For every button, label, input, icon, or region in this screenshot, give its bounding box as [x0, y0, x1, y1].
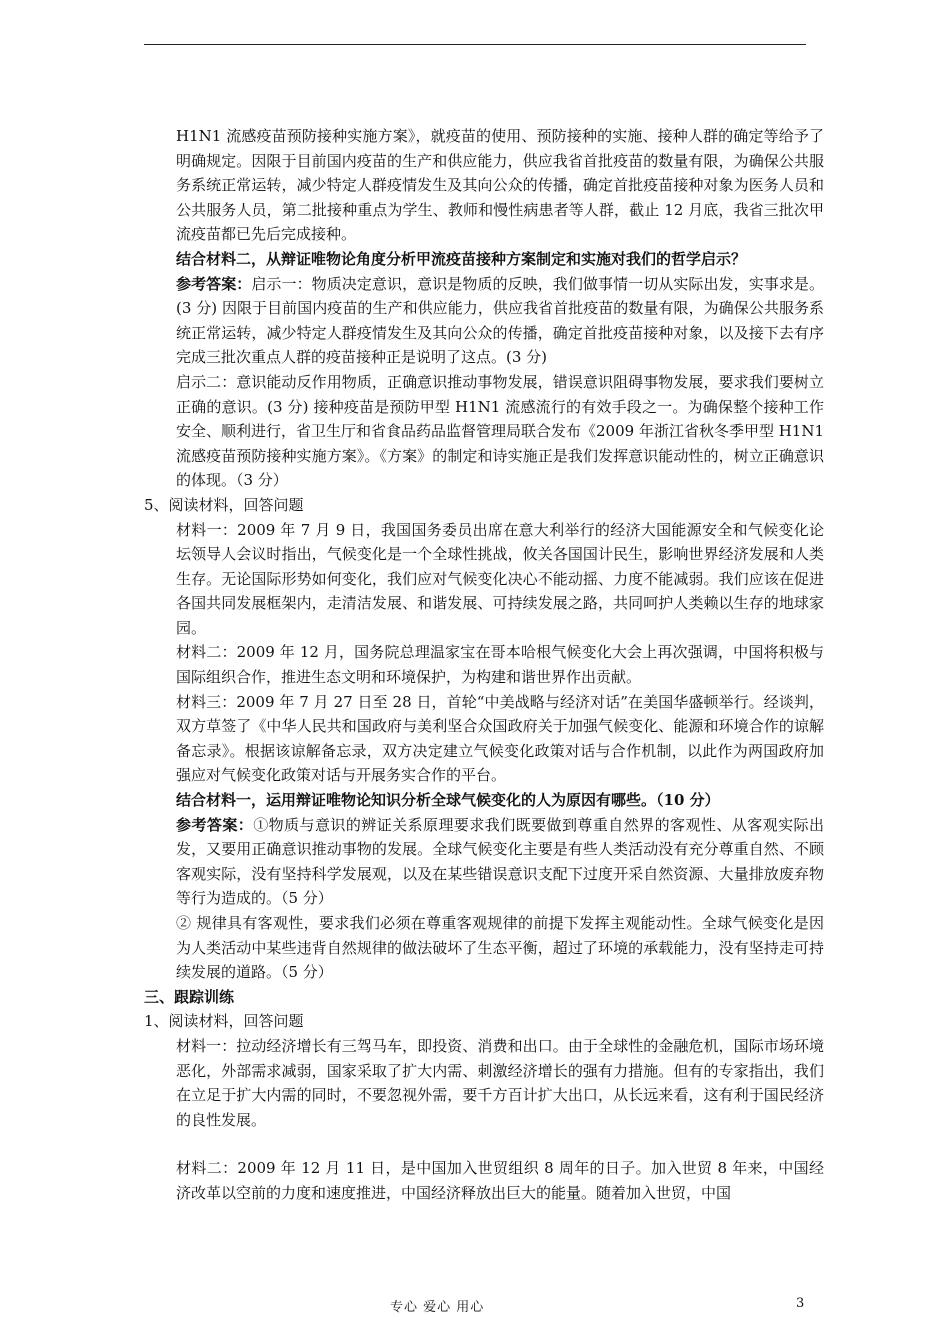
material-5-2: 材料二：2009 年 12 月，国务院总理温家宝在哥本哈根气候变化大会上再次强调，中国将积极与国际组织合作，推进生态文明和环境保护，为构建和谐世界作出贡献。: [176, 643, 824, 687]
answer-text: 启示一：物质决定意识，意识是物质的反映，我们做事情一切从实际出发，实事求是。(3 分) 因限于目前国内疫苗的生产和供应能力，供应我省首批疫苗的数量有限，为确保公共服务系统正常运转，减少特定人群疫情发生及其向公众的传播，确定首批疫苗接种对象，以及接下去有序完成三批次重点人群的疫苗接种正是说明了这点。(3 分): [176, 274, 824, 367]
footer-motto: 专心 爱心 用心: [390, 1300, 485, 1315]
material-1-1: 材料一：拉动经济增长有三驾马车，即投资、消费和出口。由于全球性的金融危机，国际市场环境恶化，外部需求减弱，国家采取了扩大内需、刺激经济增长的强有力措施。但有的专家指出，我们在立足于扩大内需的同时，不要忽视外需，要千方百计扩大出口，从长远来看，这有利于国民经济的良性发展。: [176, 1036, 824, 1129]
answer-five-part-two: ② 规律具有客观性，要求我们必须在尊重客观规律的前提下发挥主观能动性。全球气候变化是因为人类活动中某些违背自然规律的做法破坏了生态平衡，超过了环境的承载能力，没有坚持走可持续发展的道路。（5 分）: [176, 914, 824, 982]
header-rule: [144, 44, 806, 45]
blank-line: [144, 1132, 824, 1156]
answer-text: ①物质与意识的辨证关系原理要求我们既要做到尊重自然界的客观性、从客观实际出发，又要用正确意识推动事物的发展。全球气候变化主要是有些人类活动没有充分尊重自然、不顾客观实际，没有坚持科学发展观，以及在某些错误意识支配下过度开采自然资源、大量排放废弃物等行为造成的。（5 分）: [176, 815, 824, 908]
answer-one-part-two: 启示二：意识能动反作用物质，正确意识推动事物发展，错误意识阻碍事物发展，要求我们要树立正确的意识。(3 分) 接种疫苗是预防甲型 H1N1 流感流行的有效手段之一。为确保整个接种工作安全、顺利进行，省卫生厅和省食品药品监督管理局联合发布《2009 年浙江省秋冬季甲型 H1N1 流感疫苗预防接种实施方案》。《方案》的制定和诗实施正是我们发挥意识能动性的，树立正确意识的体现。（3 分）: [176, 372, 825, 490]
answer-one: [144, 272, 824, 370]
question-text: 结合材料二，从辩证唯物论角度分析甲流疫苗接种方案制定和实施对我们的哲学启示？: [176, 249, 747, 268]
question-material-two: [144, 247, 824, 272]
material-5-3: 材料三：2009 年 7 月 27 日至 28 日，首轮“中美战略与经济对话”在美国华盛顿举行。经谈判，双方草签了《中华人民共和国政府与美利坚合众国政府关于加强气候变化、能源和环境合作的谅解备忘录》。根据该谅解备忘录，双方决定建立气候变化政策对话与合作机制，以此作为两国政府加强应对气候变化政策对话与开展务实合作的平台。: [176, 692, 824, 785]
paragraph-h1n1-plan: H1N1 流感疫苗预防接种实施方案》，就疫苗的使用、预防接种的实施、接种人群的确定等给予了明确规定。因限于目前国内疫苗的生产和供应能力，供应我省首批疫苗的数量有限，为确保公共服务系统正常运转，减少特定人群疫情发生及其向公众的传播，确定首批疫苗接种对象为医务人员和公共服务人员，第二批接种重点为学生、教师和慢性病患者等人群，截止 12 月底，我省三批次甲流疫苗都已先后完成接种。: [176, 127, 824, 244]
item-one-heading: 1、阅读材料，回答问题: [144, 1012, 304, 1031]
material-1-2: 材料二：2009 年 12 月 11 日，是中国加入世贸组织 8 周年的日子。加入世贸 8 年来，中国经济改革以空前的力度和速度推进，中国经济释放出巨大的能量。随着加入世贸，中国: [176, 1159, 824, 1202]
question-text: 结合材料一，运用辩证唯物论知识分析全球气候变化的人为原因有哪些。（10 分）: [176, 791, 720, 810]
page-number: 3: [796, 1296, 805, 1311]
item-five-heading: 5、阅读材料，回答问题: [144, 495, 304, 514]
material-5-1: 材料一：2009 年 7 月 9 日，我国国务委员出席在意大利举行的经济大国能源安全和气候变化论坛领导人会议时指出，气候变化是一个全球性挑战，攸关各国国计民生，影响世界经济发展和人类生存。无论国际形势如何变化，我们应对气候变化决心不能动摇、力度不能减弱。我们应该在促进各国共同发展框架内，走清洁发展、和谐发展、可持续发展之路，共同呵护人类赖以生存的地球家园。: [176, 520, 824, 637]
answer-label: 参考答案：: [176, 815, 254, 834]
document-body: [144, 124, 824, 1206]
section-three-heading: 三、跟踪训练: [144, 987, 235, 1006]
answer-label: 参考答案：: [176, 274, 252, 293]
answer-five: [144, 813, 824, 911]
question-five: [144, 788, 824, 813]
